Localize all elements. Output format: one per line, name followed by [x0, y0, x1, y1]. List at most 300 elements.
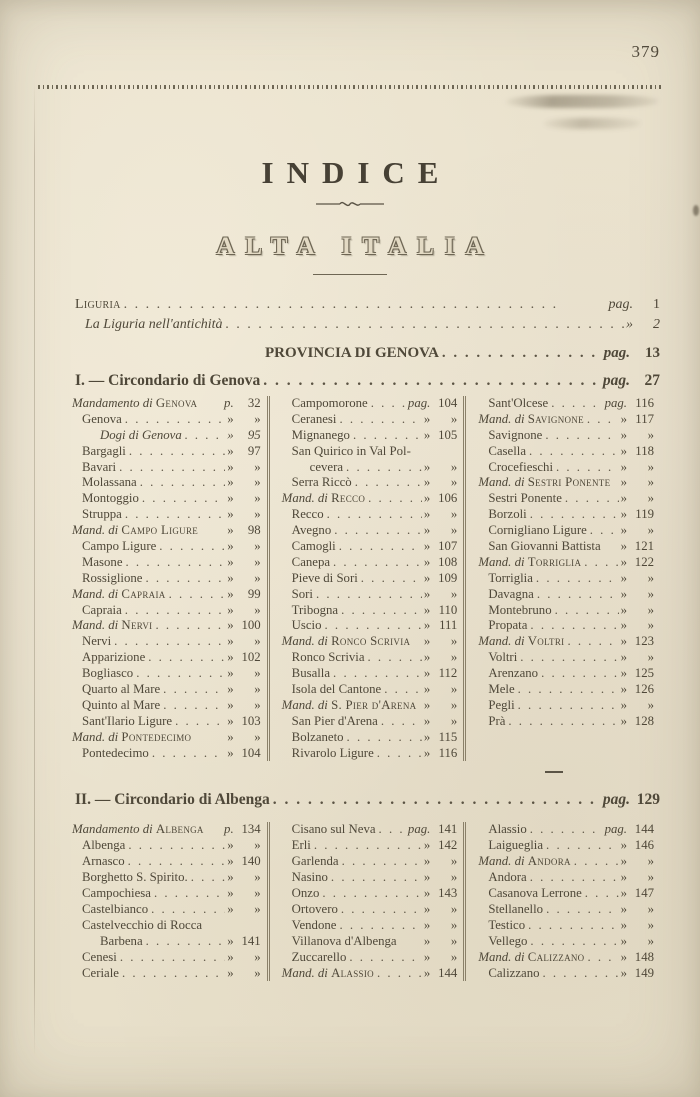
index-row [72, 523, 261, 539]
page-ref: pag. 27 [602, 372, 660, 389]
index-column-3 [463, 822, 660, 981]
library-stamp-mark [543, 118, 640, 129]
leader-dots [316, 587, 422, 603]
index-row [72, 682, 261, 698]
leader-dots [587, 950, 618, 966]
entry-label: Ortovero [291, 901, 338, 916]
leader-dots [322, 886, 422, 902]
page-ref: » » [227, 475, 261, 490]
leader-dots [122, 966, 225, 982]
page-ref: » 141 [227, 933, 261, 948]
entry-label: Castelvecchio di Rocca [82, 917, 203, 932]
page-ref: » » [423, 475, 458, 490]
entry-label: Mand. di Sestri Ponente [478, 475, 611, 490]
index-row [72, 412, 261, 428]
entry-label: Torriglia [488, 570, 533, 585]
page-ref: » » [620, 475, 654, 490]
page-ref: » » [227, 870, 261, 885]
entry-label: Casella [488, 443, 526, 458]
entry-label: Arenzano [488, 666, 539, 681]
leader-dots [368, 650, 422, 666]
entry-label: Davagna [488, 586, 534, 601]
entry-label: Ronco Scrivia [291, 650, 365, 665]
page-ref: » 105 [423, 427, 458, 442]
index-row [75, 315, 660, 335]
index-row [282, 587, 458, 603]
leader-dots [124, 295, 607, 315]
entry-label: Mand. di Alassio [281, 965, 374, 980]
page-ref: » 97 [227, 443, 261, 458]
index-row [478, 428, 654, 444]
entry-label: Garlenda [291, 854, 339, 869]
circondario-1-label: I. — Circondario di Genova [75, 372, 261, 389]
leader-dots [155, 618, 225, 634]
index-row [282, 523, 458, 539]
leader-dots [339, 539, 422, 555]
entry-label: Quarto al Mare [82, 682, 161, 697]
index-row [478, 950, 654, 966]
leader-dots [325, 618, 422, 634]
page-ref: » 119 [620, 507, 654, 522]
page-ref: » » [227, 602, 261, 617]
index-row [72, 886, 261, 902]
index-row [72, 539, 261, 555]
entry-label: Castelbianco [82, 901, 149, 916]
entry-label: Camogli [291, 539, 336, 554]
index-row [72, 746, 261, 762]
entry-label: Mand. di Andora [478, 854, 571, 869]
index-row [478, 838, 654, 854]
entry-label: Crocefieschi [488, 459, 553, 474]
page-ref: » » [227, 491, 261, 506]
leader-dots [347, 730, 422, 746]
leader-dots [163, 682, 225, 698]
entry-label: Voltri [488, 650, 518, 665]
entry-label: Apparizione [82, 650, 146, 665]
index-row [282, 822, 458, 838]
entry-label: Mand. di Voltri [478, 634, 565, 649]
page-ref: pag. 13 [603, 345, 660, 361]
entry-label: Mand. di Savignone [478, 411, 584, 426]
index-row [72, 650, 261, 666]
entry-label: Cornigliano Ligure [488, 523, 587, 538]
page-ref: » » [227, 949, 261, 964]
index-row [478, 555, 654, 571]
entry-label: Testico [488, 917, 526, 932]
page-ref: » » [620, 650, 654, 665]
index-row [282, 507, 458, 523]
index-row [478, 886, 654, 902]
index-row [282, 603, 458, 619]
page-ref: » 99 [227, 586, 261, 601]
entry-label: cevera [309, 459, 344, 474]
index-row [282, 444, 458, 460]
index-row [478, 460, 654, 476]
section-title: ALTA ITALIA [216, 233, 495, 260]
entry-label: Pontedecimo [82, 745, 149, 760]
index-row [282, 571, 458, 587]
leader-dots [543, 966, 619, 982]
entry-label: Arnasco [82, 854, 125, 869]
index-row [478, 902, 654, 918]
entry-label: Casanova Lerrone [488, 886, 582, 901]
index-row [282, 934, 458, 950]
index-row [478, 587, 654, 603]
page-ref: » » [620, 697, 654, 712]
index-row [282, 730, 458, 746]
page-ref: » » [423, 713, 458, 728]
dotted-rule-ornament [38, 85, 662, 89]
entry-label: Cenesi [82, 949, 117, 964]
index-row [282, 714, 458, 730]
leader-dots [126, 555, 226, 571]
index-row [72, 587, 261, 603]
page-ref: » 126 [620, 682, 654, 697]
index-row [72, 822, 261, 838]
index-row [282, 698, 458, 714]
entry-label: Savignone [488, 427, 543, 442]
leader-dots [556, 460, 619, 476]
index-row [72, 491, 261, 507]
entry-label: La Liguria nell'antichità [85, 317, 223, 332]
entry-label: Ceriale [82, 965, 119, 980]
page-ref: » » [227, 729, 261, 744]
index-row [282, 682, 458, 698]
page-number: 379 [631, 42, 660, 61]
entry-label: Rossiglione [82, 570, 143, 585]
page-ref: » 122 [620, 554, 654, 569]
entry-label: Liguria [75, 297, 121, 312]
entry-label: Stellanello [488, 901, 544, 916]
leader-dots [140, 475, 226, 491]
page-ref: » 140 [227, 854, 261, 869]
entry-label: Propata [488, 618, 528, 633]
page-ref: » » [227, 554, 261, 569]
entry-label: Mandamento di Albenga [72, 822, 204, 837]
page-ref: » » [227, 965, 261, 980]
leader-dots [530, 870, 619, 886]
circondario-2-label: II. — Circondario di Albenga [75, 791, 270, 809]
entry-label: Vellego [488, 933, 528, 948]
leader-dots [128, 854, 226, 870]
leader-dots [442, 343, 602, 364]
entry-label: Zuccarello [291, 949, 347, 964]
entry-label: Alassio [488, 822, 527, 837]
leader-dots [339, 412, 421, 428]
index-row [478, 870, 654, 886]
page-ref: » » [423, 682, 458, 697]
leader-dots [361, 571, 422, 587]
index-row [72, 870, 261, 886]
entry-label: Bogliasco [82, 666, 134, 681]
entry-label: Barbena [100, 933, 143, 948]
page-ref: » » [423, 697, 458, 712]
index-row [282, 870, 458, 886]
page-ref: » » [423, 523, 458, 538]
page-ref: » » [227, 411, 261, 426]
page-ref: » 148 [620, 949, 654, 964]
entry-label: Ceranesi [291, 411, 337, 426]
index-row [282, 460, 458, 476]
entry-label: Mand. di Campo Ligure [72, 523, 199, 538]
index-row [72, 618, 261, 634]
page-ref: » » [423, 634, 458, 649]
leader-dots [136, 666, 225, 682]
leader-dots [371, 396, 406, 412]
index-row [72, 730, 261, 746]
page-ref: » » [423, 917, 458, 932]
circondario-1-heading [75, 370, 660, 391]
leader-dots [333, 666, 422, 682]
leader-dots [226, 315, 624, 335]
page-ref: » » [227, 634, 261, 649]
leader-dots [567, 634, 618, 650]
entry-label: Bavari [82, 459, 117, 474]
leader-dots [175, 714, 225, 730]
page-ref: » » [620, 901, 654, 916]
leader-dots [590, 523, 619, 539]
index-row [72, 714, 261, 730]
leader-dots [152, 746, 225, 762]
entry-label: San Giovanni Battista [488, 539, 601, 554]
index-row [282, 966, 458, 982]
leader-dots [379, 822, 406, 838]
index-row [478, 934, 654, 950]
page-ref: » » [620, 618, 654, 633]
entry-label: Isola del Cantone [291, 682, 382, 697]
leader-dots [263, 370, 601, 391]
index-row [282, 854, 458, 870]
entry-label: San Quirico in Val Pol- [291, 443, 411, 458]
index-row [282, 886, 458, 902]
leader-dots [151, 902, 225, 918]
leader-dots [508, 714, 618, 730]
index-column-1 [70, 396, 267, 761]
page-ref: » » [227, 459, 261, 474]
index-row [282, 838, 458, 854]
index-row [72, 950, 261, 966]
page-ref: » 117 [620, 411, 654, 426]
page-ref: » » [620, 854, 654, 869]
index-row [72, 460, 261, 476]
index-row [478, 539, 654, 555]
index-row [478, 666, 654, 682]
index-row [72, 934, 261, 950]
page-ref: » » [423, 933, 458, 948]
leader-dots [555, 603, 619, 619]
entry-label: Montebruno [488, 602, 552, 617]
leader-dots [528, 918, 618, 934]
page-ref: » » [227, 539, 261, 554]
entry-label: Villanova d'Albenga [291, 933, 397, 948]
index-row [282, 902, 458, 918]
index-column-3 [463, 396, 660, 761]
entry-label: Capraia [82, 602, 122, 617]
page-ref: » 144 [423, 965, 458, 980]
leader-dots [353, 428, 422, 444]
index-column-2 [267, 396, 464, 761]
page-ref: » 104 [227, 745, 261, 760]
leader-dots [163, 698, 225, 714]
index-row [478, 491, 654, 507]
index-row [478, 966, 654, 982]
index-row [478, 650, 654, 666]
entry-label: Dogi di Genova [100, 427, 182, 442]
page-ref: pag. 104 [407, 396, 458, 410]
entry-label: Erli [291, 838, 311, 853]
page-ref: » » [620, 917, 654, 932]
page-ref: » 128 [620, 713, 654, 728]
page-ref: » » [620, 523, 654, 538]
index-row [478, 918, 654, 934]
leader-dots [377, 966, 422, 982]
page-ref: » » [227, 682, 261, 697]
index-row [72, 634, 261, 650]
page-ref: pag. 116 [604, 396, 654, 410]
entry-label: Rivarolo Ligure [291, 745, 374, 760]
page-ref: » » [423, 586, 458, 601]
index-row [72, 571, 261, 587]
leader-dots [327, 507, 422, 523]
entry-label: Tribogna [291, 602, 339, 617]
page-ref: » » [423, 901, 458, 916]
page-ref: » 2 [626, 317, 660, 332]
leader-dots [125, 603, 225, 619]
entry-label: Mand. di Recco [281, 491, 366, 506]
index-row [478, 444, 654, 460]
index-row [282, 412, 458, 428]
section-title-rule [313, 274, 387, 275]
entry-label: Sant'Ilario Ligure [82, 713, 173, 728]
leader-dots [331, 870, 422, 886]
entry-label: Andora [488, 870, 527, 885]
entry-label: Mand. di Capraia [72, 586, 166, 601]
entry-label: Masone [82, 554, 123, 569]
page-ref: » 147 [620, 886, 654, 901]
leader-dots [384, 682, 422, 698]
entry-label: Vendone [291, 917, 337, 932]
entry-label: Serra Riccò [291, 475, 352, 490]
entry-label: Mignanego [291, 427, 350, 442]
index-row [282, 650, 458, 666]
index-row [72, 698, 261, 714]
entry-label: Avegno [291, 523, 332, 538]
leader-dots [128, 838, 225, 854]
province-heading-label: PROVINCIA DI GENOVA [265, 345, 439, 361]
index-row [282, 539, 458, 555]
index-row [72, 854, 261, 870]
leader-dots [530, 618, 618, 634]
page-ref: » 115 [423, 729, 458, 744]
page-ref: » 116 [423, 745, 458, 760]
entry-label: Mele [488, 682, 515, 697]
page-ref: » 95 [227, 427, 261, 442]
leader-dots [584, 555, 618, 571]
leader-dots [546, 838, 619, 854]
index-row [72, 902, 261, 918]
page-ref: » 108 [423, 554, 458, 569]
leader-dots [587, 412, 619, 428]
entry-label: Sori [291, 586, 313, 601]
index-row [72, 428, 261, 444]
leader-dots [565, 491, 619, 507]
entry-label: Molassana [82, 475, 137, 490]
entry-label: Nervi [82, 634, 112, 649]
leader-dots [551, 396, 602, 412]
page-ref: » 107 [423, 539, 458, 554]
index-row [282, 746, 458, 762]
entry-label: Mand. di Ronco Scrivia [281, 634, 411, 649]
index-row [282, 428, 458, 444]
leader-dots [333, 555, 422, 571]
page-ref: » 123 [620, 634, 654, 649]
entry-label: Borghetto S. Spirito. [82, 870, 188, 885]
leader-dots [120, 950, 225, 966]
leader-dots [585, 886, 619, 902]
page-ref: » » [620, 870, 654, 885]
index-row [72, 555, 261, 571]
index-row [282, 491, 458, 507]
leader-dots [273, 789, 601, 810]
entry-label: Nasino [291, 870, 328, 885]
entry-label: Sestri Ponente [488, 491, 562, 506]
circondario-2-heading [75, 789, 660, 810]
leader-dots [520, 650, 618, 666]
entry-label: Calizzano [488, 965, 540, 980]
page-ref: » 118 [620, 443, 654, 458]
entry-label: Campomorone [291, 396, 368, 410]
index-row [72, 918, 261, 934]
entry-label: Bargagli [82, 443, 126, 458]
page-ref: » » [620, 933, 654, 948]
page-ref: » » [423, 949, 458, 964]
leader-dots [125, 412, 225, 428]
page-ref: » 112 [423, 666, 458, 681]
index-row [75, 295, 660, 315]
leader-dots [142, 491, 225, 507]
entry-label: Struppa [82, 507, 122, 522]
entry-label: Uscio [291, 618, 322, 633]
index-row [478, 822, 654, 838]
leader-dots [377, 746, 422, 762]
leader-dots [541, 666, 619, 682]
leader-dots [355, 475, 422, 491]
entry-label: Recco [291, 507, 324, 522]
page-ref: p. 32 [224, 396, 261, 410]
leader-dots [536, 571, 619, 587]
index-row [478, 507, 654, 523]
leader-dots [545, 428, 618, 444]
index-column-2 [267, 822, 464, 981]
page-ref: » » [620, 602, 654, 617]
index-row [72, 507, 261, 523]
index-table-albenga [70, 822, 660, 981]
page-ref: » » [227, 886, 261, 901]
page-ref: » » [423, 411, 458, 426]
leader-dots [518, 698, 619, 714]
index-table-genova [70, 396, 660, 761]
leader-dots [119, 460, 225, 476]
leader-dots [159, 539, 225, 555]
entry-label: Canepa [291, 554, 331, 569]
index-row [282, 618, 458, 634]
index-column-1 [70, 822, 267, 981]
province-heading [265, 343, 660, 364]
leader-dots [518, 682, 619, 698]
index-row [478, 698, 654, 714]
page-ref: » » [423, 459, 458, 474]
page-ref: » 103 [227, 713, 261, 728]
